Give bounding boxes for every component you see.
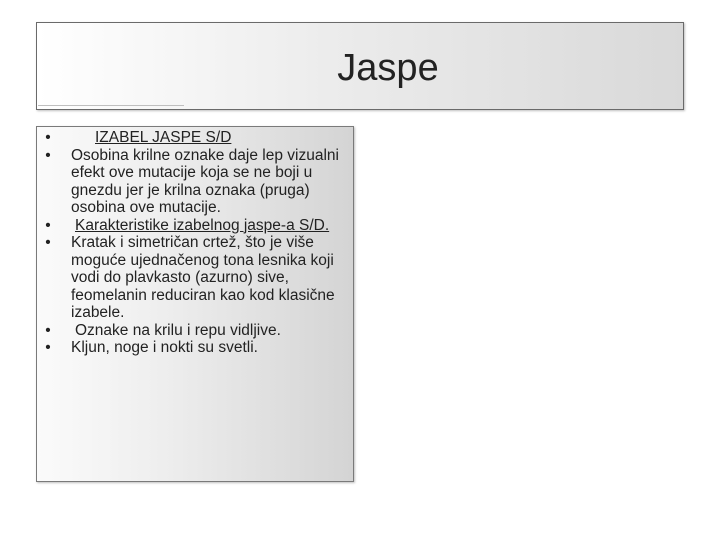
title-underline-rule	[38, 105, 184, 106]
bullet-marker: •	[45, 339, 51, 356]
bullet-text: Karakteristike izabelnog jaspe-a S/D.	[75, 216, 330, 234]
bullet-marker: •	[45, 146, 51, 164]
bullet-list	[41, 129, 359, 357]
bullet-marker: •	[45, 216, 51, 234]
bullet-text: Osobina krilne oznake daje lep vizualni efekt ove mutacije koja se ne boji u gnezdu jer je krilna oznaka (pruga) osobina ove mutacije.	[71, 146, 339, 216]
bullet-item-heading	[41, 129, 359, 147]
title-placeholder	[36, 22, 684, 110]
bullet-text: Kljun, noge i nokti su svetli.	[71, 339, 258, 356]
bullet-item	[41, 339, 359, 357]
bullet-marker: •	[45, 321, 51, 339]
bullet-text: Oznake na krilu i repu vidljive.	[75, 321, 281, 339]
bullet-marker: •	[45, 234, 51, 251]
content-placeholder	[36, 126, 354, 482]
bullet-item	[41, 147, 359, 217]
bullet-item	[41, 234, 359, 322]
bullet-item	[41, 217, 359, 235]
bullet-marker: •	[45, 129, 51, 146]
bullet-item	[41, 322, 359, 340]
bullet-text: IZABEL JASPE S/D	[95, 129, 232, 146]
slide-title: Jaspe	[337, 47, 439, 89]
bullet-text: Kratak i simetričan crtež, što je više moguće ujednačenog tona lesnika koji vodi do plavkasto (azurno) sive, feomelanin reduciran kao kod klasične izabele.	[71, 234, 335, 321]
